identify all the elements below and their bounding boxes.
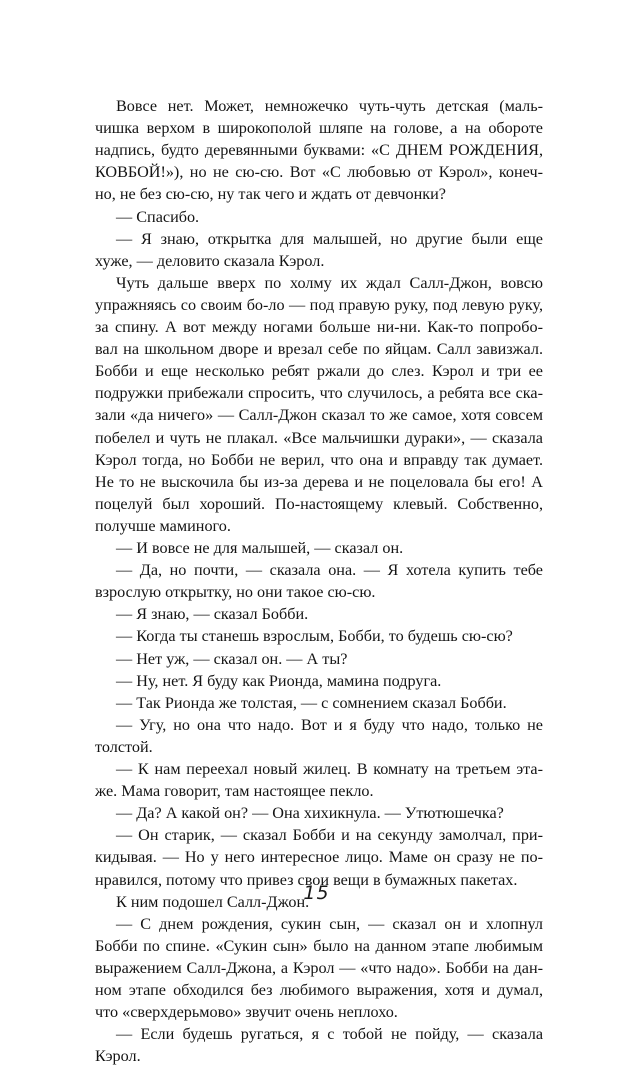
text-line: подружки прибежали спросить, что случилось, а ребята все ска- [95,384,543,403]
text-line: за спину. А вот между ногами больше ни-ни. Как-то попробо- [95,318,543,336]
text-line: надпись, будто деревянными буквами: «С ДНЕМ РОЖДЕНИЯ, [95,141,543,160]
text-line: К ним подошел Салл-Джон. [116,892,310,911]
text-line: — Да, но почти, — сказала она. — Я хотела купить тебе [116,561,543,580]
text-line: же. Мама говорит, там настоящее пекло. [95,782,374,801]
text-line: Бобби и еще несколько ребят ржали до слез. Кэрол и три ее [95,362,543,381]
text-line: поцелуй был хороший. По-настоящему клевый. Собственно, [95,494,543,513]
text-line: — Он старик, — сказал Бобби и на секунду замолчал, при- [116,826,543,845]
text-line: ном этапе обходился без любимого выражения, хотя и думал, [95,981,543,999]
text-line: — И вовсе не для малышей, — сказал он. [116,539,404,557]
text-line: взрослую открытку, но они такое сю-сю. [95,583,376,602]
text-line: — Спасибо. [116,207,200,226]
text-line: что «сверхдерьмово» звучит очень неплохо. [95,1003,398,1022]
text-line: Вовсе нет. Может, немножечко чуть-чуть детская (маль- [116,97,543,115]
text-line: Бобби по спине. «Сукин сын» было на данном этапе любимым [95,936,543,955]
text-line: толстой. [95,737,153,756]
text-line: — Так Рионда же толстая, — с сомнением сказал Бобби. [116,693,507,712]
text-line: — Я знаю, открытка для малышей, но другие были еще [116,229,543,248]
text-line: — Ну, нет. Я буду как Рионда, мамина подруга. [116,671,442,690]
text-line: получше маминого. [95,516,231,535]
text-line: — Угу, но она что надо. Вот и я буду что надо, только не [116,715,543,734]
text-line: Кэрол тогда, но Бобби не верил, что она и вправду так думает. [95,450,543,469]
text-line: — Да? А какой он? — Она хихикнула. — Утютюшечка? [116,804,504,823]
text-line: упражняясь со своим бо-ло — под правую руку, под левую руку, [95,295,543,314]
text-line: Не то не выскочила бы из-за дерева и не поцеловала бы его! А [95,472,543,491]
text-line: КОВБОЙ!»), но не сю-сю. Вот «С любовью от Кэрол», конеч- [95,163,543,182]
text-line: — Я знаю, — сказал Бобби. [116,605,309,624]
text-line: Чуть дальше вверх по холму их ждал Салл-Джон, вовсю [116,273,543,292]
text-line: чишка верхом в широкополой шляпе на голове, а на обороте [95,119,543,138]
text-line: — К нам переехал новый жилец. В комнату на третьем эта- [116,760,543,778]
text-line: нравился, потому что привез свои вещи в бумажных пакетах. [95,870,518,889]
text-line: вал на школьном дворе и врезал себе по яйцам. Салл завизжал. [95,340,543,359]
text-line: хуже, — деловито сказала Кэрол. [95,251,325,270]
text-line: зали «да ничего» — Салл-Джон сказал то же самое, хотя совсем [95,406,543,425]
text-line: — С днем рождения, сукин сын, — сказал он и хлопнул [116,914,543,933]
text-line: побелел и чуть не плакал. «Все мальчишки дураки», — сказала [95,428,543,447]
text-line: — Нет уж, — сказал он. — А ты? [116,649,348,668]
text-line: но, не без сю-сю, ну так чего и ждать от девчонки? [95,185,446,204]
text-line: выражением Салл-Джона, а Кэрол — «что надо». Бобби на дан- [95,958,543,977]
text-line: Кэрол. [95,1047,141,1066]
text-line: — Если будешь ругаться, я с тобой не пойду, — сказала [116,1025,543,1044]
text-line: — Когда ты станешь взрослым, Бобби, то будешь сю-сю? [116,627,513,646]
page-number: 15 [303,882,330,904]
text-line: кидывая. — Но у него интересное лицо. Маме он сразу не по- [95,848,543,867]
